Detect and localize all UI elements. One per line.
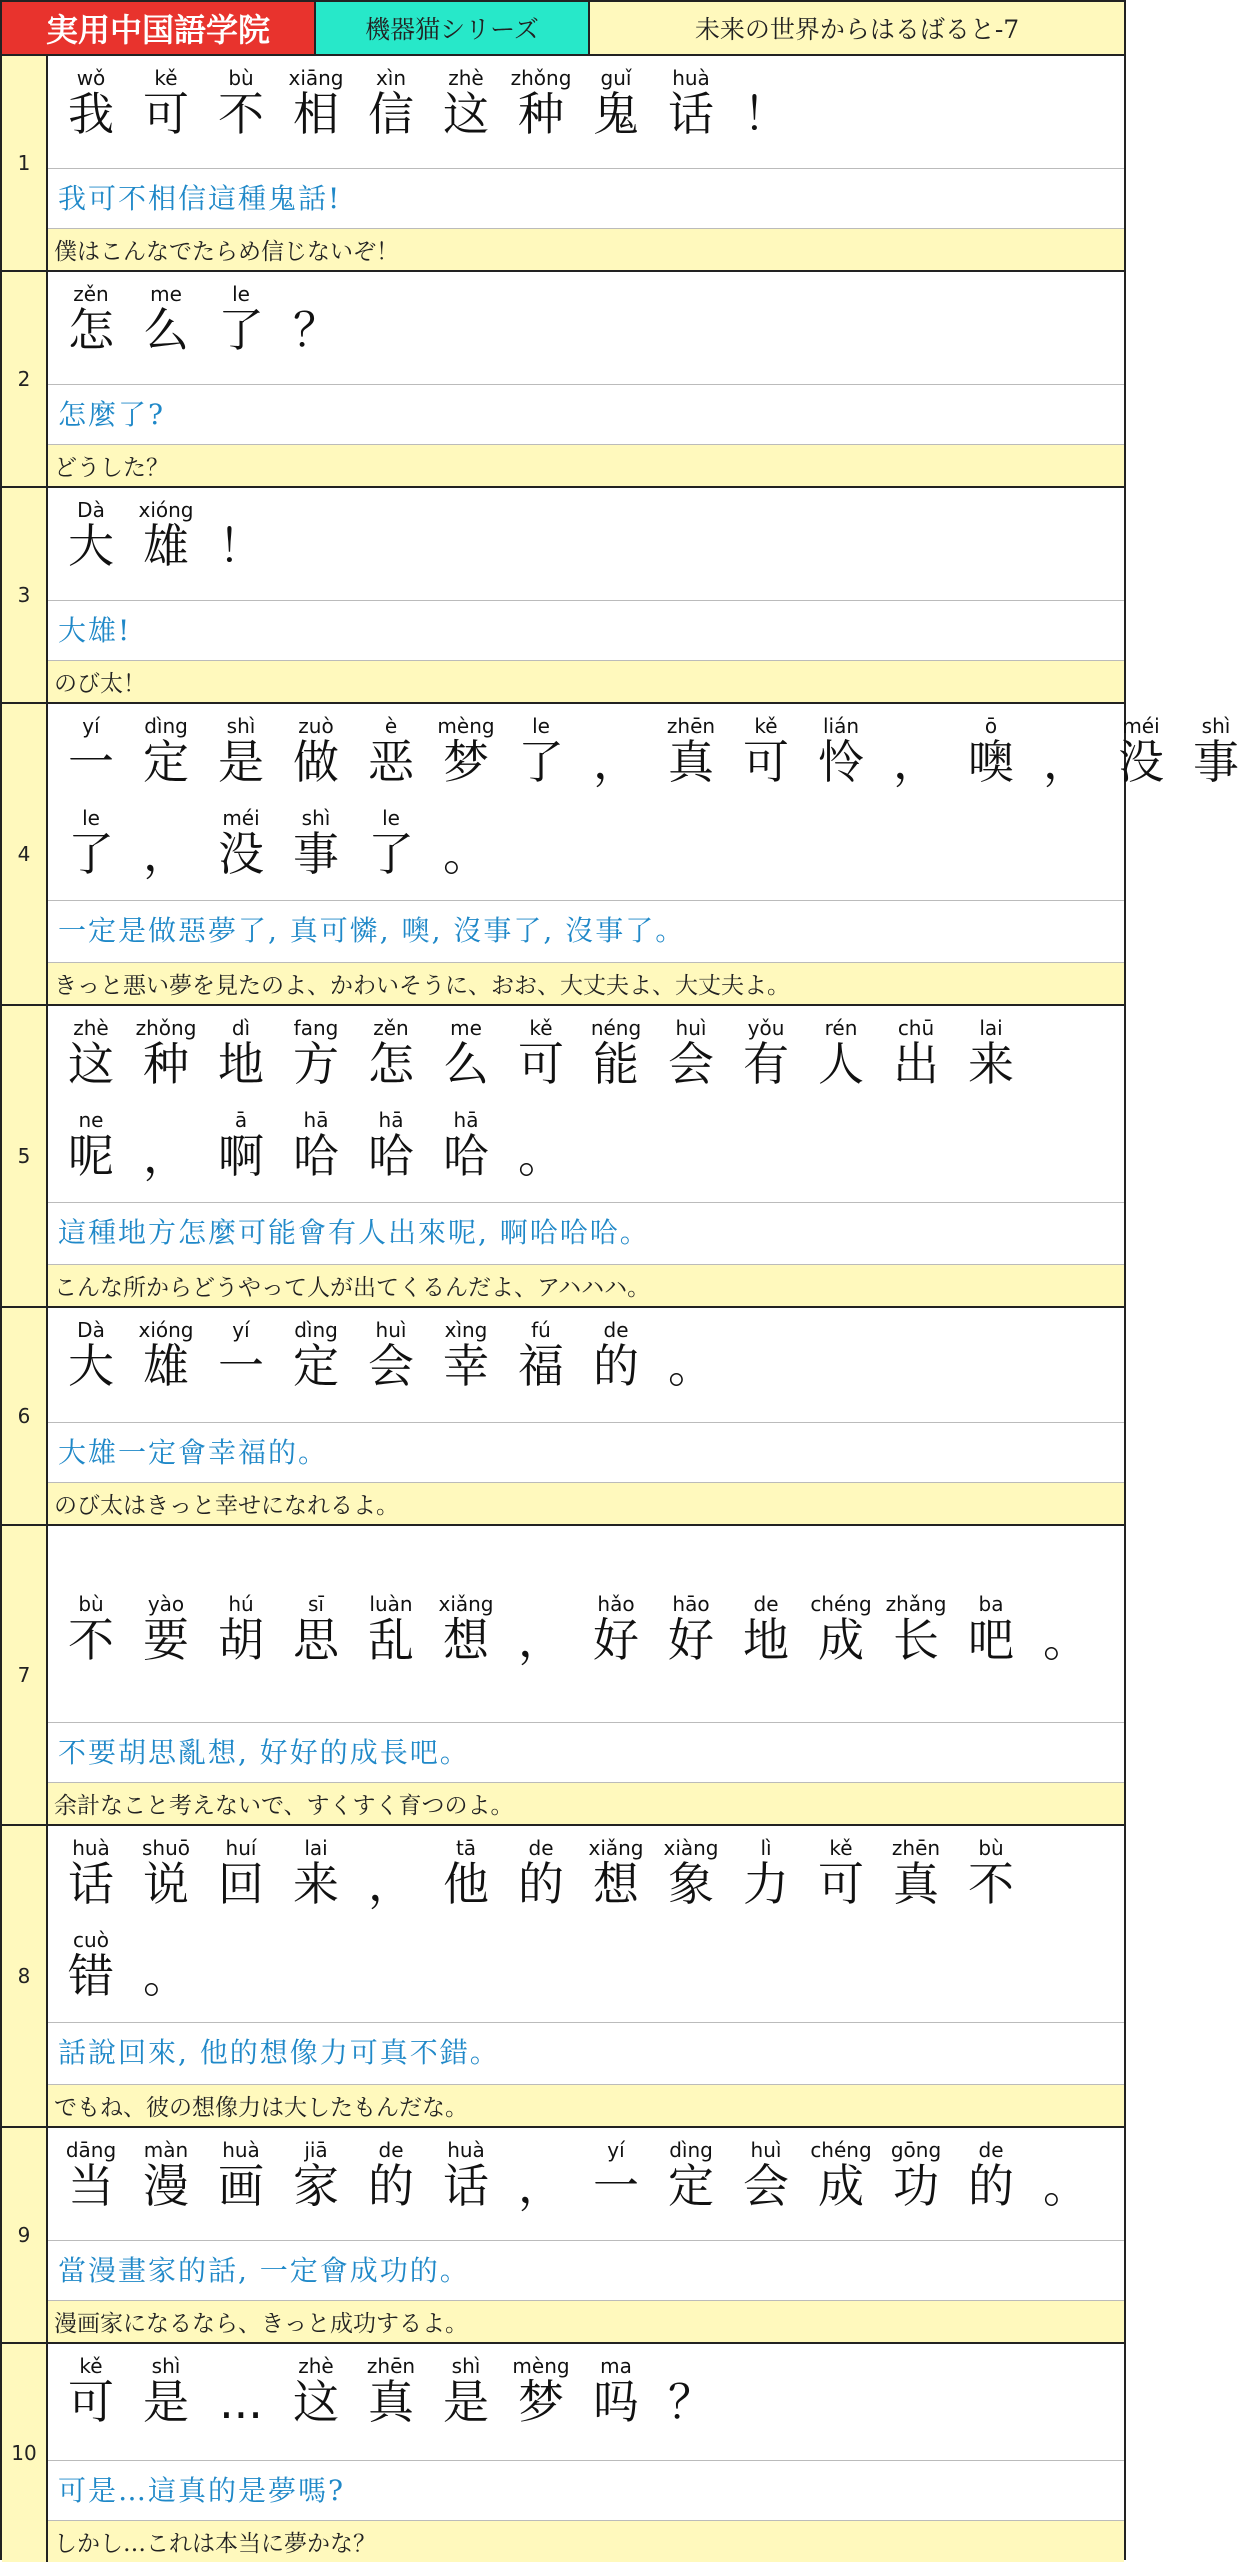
pinyin: huí — [225, 1836, 257, 1860]
hanzi: 会 — [743, 2159, 789, 2213]
hanzi: 来 — [293, 1857, 339, 1911]
pinyin-hanzi-area — [48, 2344, 1124, 2460]
pinyin: de — [978, 2138, 1004, 2162]
pinyin: de — [378, 2138, 404, 2162]
hanzi: 种 — [518, 87, 564, 141]
hanzi: ， — [143, 1129, 189, 1183]
hanzi: 成 — [818, 1613, 864, 1667]
hanzi: 力 — [743, 1857, 789, 1911]
char-row — [48, 1918, 1124, 2018]
hanzi: 的 — [518, 1857, 564, 1911]
pinyin: kě — [529, 1016, 553, 1040]
entry-number: 5 — [2, 1006, 48, 1306]
hanzi: 的 — [968, 2159, 1014, 2213]
hanzi: 雄 — [143, 1339, 189, 1393]
hanzi: 会 — [668, 1037, 714, 1091]
pinyin: yí — [607, 2138, 625, 2162]
pinyin: mèng — [512, 2354, 570, 2378]
hanzi: 胡 — [218, 1613, 264, 1667]
hanzi: 漫 — [143, 2159, 189, 2213]
japanese-text: でもね、彼の想像力は大したもんだな。 — [48, 2084, 1124, 2126]
pinyin: zhēn — [891, 1836, 941, 1860]
hanzi: ， — [518, 1613, 564, 1667]
pinyin: lai — [304, 1836, 328, 1860]
hanzi: 哈 — [443, 1129, 489, 1183]
hanzi: 幸 — [443, 1339, 489, 1393]
pinyin: huà — [672, 66, 710, 90]
pinyin: hāo — [672, 1592, 710, 1616]
hanzi: 是 — [143, 2375, 189, 2429]
pinyin: de — [753, 1592, 779, 1616]
hanzi: 话 — [68, 1857, 114, 1911]
hanzi: 。 — [143, 1949, 189, 2003]
char-row — [48, 1582, 1124, 1682]
pinyin: le — [232, 282, 250, 306]
entry-5 — [2, 1004, 1124, 1306]
pinyin: xióng — [138, 1318, 194, 1342]
pinyin: dāng — [65, 2138, 117, 2162]
char-row — [48, 796, 1124, 896]
pinyin: fú — [531, 1318, 551, 1342]
traditional-text: 這種地方怎麼可能會有人出來呢, 啊哈哈哈。 — [48, 1202, 1124, 1258]
pinyin: zhè — [298, 2354, 334, 2378]
pinyin: zhè — [448, 66, 484, 90]
pinyin: tā — [455, 1836, 477, 1860]
hanzi: 恶 — [368, 735, 414, 789]
pinyin: dìng — [294, 1318, 338, 1342]
pinyin: me — [150, 282, 182, 306]
pinyin: ō — [984, 714, 998, 738]
hanzi: 是 — [218, 735, 264, 789]
pinyin: luàn — [369, 1592, 413, 1616]
entry-8 — [2, 1824, 1124, 2126]
char-row — [48, 1006, 1124, 1106]
char-row — [48, 1826, 1124, 1926]
hanzi: 想 — [593, 1857, 639, 1911]
pinyin: zuò — [298, 714, 334, 738]
header-bar — [2, 2, 1124, 56]
pinyin-hanzi-area — [48, 1526, 1124, 1722]
hanzi: 人 — [818, 1037, 864, 1091]
hanzi: 哈 — [368, 1129, 414, 1183]
pinyin: mèng — [437, 714, 495, 738]
hanzi: 来 — [968, 1037, 1014, 1091]
pinyin: wǒ — [76, 66, 106, 90]
hanzi: 。 — [668, 1339, 714, 1393]
hanzi: ， — [893, 735, 939, 789]
pinyin: guǐ — [600, 66, 632, 90]
pinyin: shì — [151, 2354, 181, 2378]
pinyin: zěn — [373, 1016, 409, 1040]
hanzi: 有 — [743, 1037, 789, 1091]
pinyin: huì — [375, 1318, 407, 1342]
hanzi: ！ — [218, 519, 264, 573]
pinyin: ne — [78, 1108, 104, 1132]
japanese-text: しかし…これは本当に夢かな？ — [48, 2520, 1124, 2562]
pinyin: sī — [308, 1592, 324, 1616]
pinyin: màn — [143, 2138, 189, 2162]
pinyin: kě — [754, 714, 778, 738]
pinyin: huì — [675, 1016, 707, 1040]
hanzi: 了 — [218, 303, 264, 357]
pinyin: cuò — [73, 1928, 109, 1952]
pinyin: méi — [1122, 714, 1160, 738]
hanzi: 要 — [143, 1613, 189, 1667]
entry-3 — [2, 486, 1124, 702]
hanzi: 成 — [818, 2159, 864, 2213]
pinyin: jiā — [304, 2138, 328, 2162]
pinyin: le — [382, 806, 400, 830]
japanese-text: どうした？ — [48, 444, 1124, 486]
pinyin: xiàng — [663, 1836, 719, 1860]
pinyin: shì — [301, 806, 331, 830]
pinyin: xiǎng — [588, 1836, 644, 1860]
entry-10 — [2, 2342, 1124, 2562]
hanzi: 雄 — [143, 519, 189, 573]
episode-title: 未来の世界からはるばると-7 — [590, 2, 1124, 54]
hanzi: 。 — [1043, 2159, 1089, 2213]
pinyin: chū — [897, 1016, 935, 1040]
hanzi: 么 — [443, 1037, 489, 1091]
hanzi: 。 — [518, 1129, 564, 1183]
hanzi: 能 — [593, 1037, 639, 1091]
hanzi: 呢 — [68, 1129, 114, 1183]
entry-number: 4 — [2, 704, 48, 1004]
pinyin: huà — [72, 1836, 110, 1860]
pinyin-hanzi-area — [48, 2128, 1124, 2240]
pinyin: zhǒng — [510, 66, 572, 90]
hanzi: 家 — [293, 2159, 339, 2213]
japanese-text: こんな所からどうやって人が出てくるんだよ、アハハハ。 — [48, 1264, 1124, 1306]
pinyin: hǎo — [597, 1592, 635, 1616]
entry-9 — [2, 2126, 1124, 2342]
hanzi: 错 — [68, 1949, 114, 2003]
hanzi: 好 — [593, 1613, 639, 1667]
hanzi: 画 — [218, 2159, 264, 2213]
pinyin-hanzi-area — [48, 1308, 1124, 1422]
pinyin: xióng — [138, 498, 194, 522]
hanzi: ， — [518, 2159, 564, 2213]
hanzi: 功 — [893, 2159, 939, 2213]
hanzi: 么 — [143, 303, 189, 357]
pinyin-hanzi-area — [48, 56, 1124, 168]
pinyin: shì — [451, 2354, 481, 2378]
hanzi: 了 — [518, 735, 564, 789]
japanese-text: 僕はこんなでたらめ信じないぞ！ — [48, 228, 1124, 270]
pinyin: è — [384, 714, 398, 738]
pinyin-hanzi-area — [48, 1006, 1124, 1202]
pinyin: hā — [378, 1108, 404, 1132]
hanzi: 长 — [893, 1613, 939, 1667]
pinyin: le — [532, 714, 550, 738]
pinyin: kě — [154, 66, 178, 90]
pinyin: zhēn — [366, 2354, 416, 2378]
hanzi: 话 — [668, 87, 714, 141]
hanzi: 想 — [443, 1613, 489, 1667]
hanzi: ， — [1043, 735, 1089, 789]
hanzi: 没 — [218, 827, 264, 881]
japanese-text: 漫画家になるなら、きっと成功するよ。 — [48, 2300, 1124, 2342]
pinyin: me — [450, 1016, 482, 1040]
hanzi: 地 — [743, 1613, 789, 1667]
entry-number: 6 — [2, 1308, 48, 1524]
pinyin: chéng — [810, 1592, 872, 1616]
pinyin: zhǒng — [135, 1016, 197, 1040]
pinyin: hā — [303, 1108, 329, 1132]
hanzi: 噢 — [968, 735, 1014, 789]
pinyin: huà — [222, 2138, 260, 2162]
entry-7 — [2, 1524, 1124, 1824]
pinyin: de — [603, 1318, 629, 1342]
hanzi: 乱 — [368, 1613, 414, 1667]
hanzi: 说 — [143, 1857, 189, 1911]
traditional-text: 我可不相信這種鬼話! — [48, 168, 1124, 224]
hanzi: 这 — [293, 2375, 339, 2429]
pinyin: Dà — [77, 1318, 105, 1342]
hanzi: 梦 — [443, 735, 489, 789]
pinyin: yí — [82, 714, 100, 738]
hanzi: 出 — [893, 1037, 939, 1091]
hanzi: 思 — [293, 1613, 339, 1667]
traditional-text: 當漫畫家的話, 一定會成功的。 — [48, 2240, 1124, 2296]
hanzi: 这 — [68, 1037, 114, 1091]
hanzi: 的 — [593, 1339, 639, 1393]
pinyin: dìng — [669, 2138, 713, 2162]
entry-number: 10 — [2, 2344, 48, 2562]
hanzi: 我 — [68, 87, 114, 141]
pinyin: Dà — [77, 498, 105, 522]
hanzi: 吧 — [968, 1613, 1014, 1667]
pinyin: kě — [829, 1836, 853, 1860]
traditional-text: 大雄! — [48, 600, 1124, 656]
hanzi: 没 — [1118, 735, 1164, 789]
hanzi: ... — [219, 2375, 263, 2429]
pinyin: ma — [600, 2354, 632, 2378]
entry-number: 2 — [2, 272, 48, 486]
pinyin: zhēn — [666, 714, 716, 738]
pinyin: chéng — [810, 2138, 872, 2162]
hanzi: 这 — [443, 87, 489, 141]
hanzi: 定 — [143, 735, 189, 789]
entry-4 — [2, 702, 1239, 1004]
pinyin: néng — [590, 1016, 642, 1040]
hanzi: 一 — [218, 1339, 264, 1393]
char-row — [48, 704, 1239, 804]
pinyin: xiǎng — [438, 1592, 494, 1616]
char-row — [48, 488, 1124, 588]
pinyin-hanzi-area — [48, 272, 1124, 384]
traditional-text: 不要胡思亂想, 好好的成長吧。 — [48, 1722, 1124, 1778]
hanzi: 怎 — [368, 1037, 414, 1091]
japanese-text: のび太はきっと幸せになれるよ。 — [48, 1482, 1124, 1524]
pinyin: zhè — [73, 1016, 109, 1040]
pinyin: fang — [293, 1016, 339, 1040]
entry-2 — [2, 270, 1124, 486]
pinyin: hú — [228, 1592, 254, 1616]
hanzi: 鬼 — [593, 87, 639, 141]
pinyin: méi — [222, 806, 260, 830]
hanzi: 方 — [293, 1037, 339, 1091]
pinyin: zěn — [73, 282, 109, 306]
pinyin: xìn — [375, 66, 407, 90]
pinyin: lián — [822, 714, 860, 738]
pinyin-hanzi-area — [48, 1826, 1124, 2022]
hanzi: 事 — [1193, 735, 1239, 789]
hanzi: 梦 — [518, 2375, 564, 2429]
hanzi: 是 — [443, 2375, 489, 2429]
hanzi: ， — [593, 735, 639, 789]
char-row — [48, 272, 1124, 372]
hanzi: 了 — [68, 827, 114, 881]
pinyin: shì — [226, 714, 256, 738]
entry-number: 1 — [2, 56, 48, 270]
hanzi: 哈 — [293, 1129, 339, 1183]
char-row — [48, 1308, 1124, 1408]
hanzi: 做 — [293, 735, 339, 789]
pinyin: huì — [750, 2138, 782, 2162]
hanzi: ？ — [668, 2375, 714, 2429]
hanzi: 怎 — [68, 303, 114, 357]
hanzi: ！ — [743, 87, 789, 141]
traditional-text: 話說回來, 他的想像力可真不錯。 — [48, 2022, 1124, 2078]
pinyin: ba — [978, 1592, 1004, 1616]
hanzi: 信 — [368, 87, 414, 141]
entry-number: 3 — [2, 488, 48, 702]
hanzi: 不 — [968, 1857, 1014, 1911]
hanzi: 真 — [668, 735, 714, 789]
hanzi: 当 — [68, 2159, 114, 2213]
hanzi: 。 — [1043, 1613, 1089, 1667]
char-row — [48, 56, 1124, 156]
pinyin: rén — [824, 1016, 858, 1040]
japanese-text: きっと悪い夢を見たのよ、かわいそうに、おお、大丈夫よ、大丈夫よ。 — [48, 962, 1124, 1004]
hanzi: 不 — [218, 87, 264, 141]
pinyin: lì — [760, 1836, 772, 1860]
hanzi: 会 — [368, 1339, 414, 1393]
hanzi: 定 — [668, 2159, 714, 2213]
hanzi: 他 — [443, 1857, 489, 1911]
hanzi: 定 — [293, 1339, 339, 1393]
hanzi: 的 — [368, 2159, 414, 2213]
hanzi: ， — [143, 827, 189, 881]
pinyin: yào — [147, 1592, 185, 1616]
hanzi: 真 — [368, 2375, 414, 2429]
japanese-text: 余計なこと考えないで、すくすく育つのよ。 — [48, 1782, 1124, 1824]
pinyin: dìng — [144, 714, 188, 738]
hanzi: 象 — [668, 1857, 714, 1911]
traditional-text: 一定是做惡夢了, 真可憐, 噢, 沒事了, 沒事了。 — [48, 900, 1124, 956]
entry-number: 7 — [2, 1526, 48, 1824]
char-row — [48, 1098, 1124, 1198]
hanzi: ？ — [293, 303, 339, 357]
hanzi: 可 — [68, 2375, 114, 2429]
brand-title: 実用中国語学院 — [2, 2, 316, 54]
char-row — [48, 2344, 1124, 2444]
pinyin: hā — [453, 1108, 479, 1132]
pinyin: bù — [978, 1836, 1004, 1860]
pinyin: bù — [228, 66, 254, 90]
hanzi: 一 — [593, 2159, 639, 2213]
pinyin-hanzi-area — [48, 704, 1239, 900]
pinyin: shuō — [141, 1836, 190, 1860]
hanzi: 可 — [518, 1037, 564, 1091]
char-row — [48, 2128, 1124, 2228]
hanzi: 了 — [368, 827, 414, 881]
hanzi: 可 — [743, 735, 789, 789]
pinyin: kě — [79, 2354, 103, 2378]
hanzi: 大 — [68, 519, 114, 573]
entry-6 — [2, 1306, 1124, 1524]
pinyin: dì — [231, 1016, 251, 1040]
pinyin: shì — [1201, 714, 1231, 738]
pinyin: xìng — [444, 1318, 488, 1342]
traditional-text: 大雄一定會幸福的。 — [48, 1422, 1124, 1478]
pinyin: yǒu — [747, 1016, 785, 1040]
hanzi: 可 — [818, 1857, 864, 1911]
entry-number: 9 — [2, 2128, 48, 2342]
pinyin: de — [528, 1836, 554, 1860]
hanzi: 好 — [668, 1613, 714, 1667]
hanzi: 大 — [68, 1339, 114, 1393]
hanzi: 啊 — [218, 1129, 264, 1183]
pinyin: le — [82, 806, 100, 830]
hanzi: 相 — [293, 87, 339, 141]
pinyin-hanzi-area — [48, 488, 1124, 600]
hanzi: 种 — [143, 1037, 189, 1091]
hanzi: 真 — [893, 1857, 939, 1911]
hanzi: 事 — [293, 827, 339, 881]
traditional-text: 怎麼了? — [48, 384, 1124, 440]
japanese-text: のび太！ — [48, 660, 1124, 702]
hanzi: 地 — [218, 1037, 264, 1091]
entry-number: 8 — [2, 1826, 48, 2126]
pinyin: lai — [979, 1016, 1003, 1040]
pinyin: huà — [447, 2138, 485, 2162]
pinyin: yí — [232, 1318, 250, 1342]
hanzi: 一 — [68, 735, 114, 789]
hanzi: 怜 — [818, 735, 864, 789]
pinyin: xiāng — [288, 66, 344, 90]
hanzi: 不 — [68, 1613, 114, 1667]
hanzi: 。 — [443, 827, 489, 881]
hanzi: 吗 — [593, 2375, 639, 2429]
pinyin: bù — [78, 1592, 104, 1616]
hanzi: 回 — [218, 1857, 264, 1911]
entry-1 — [2, 54, 1124, 270]
pinyin: zhǎng — [885, 1592, 947, 1616]
traditional-text: 可是…這真的是夢嗎? — [48, 2460, 1124, 2516]
series-title: 機器猫シリーズ — [316, 2, 590, 54]
hanzi: 话 — [443, 2159, 489, 2213]
hanzi: ， — [368, 1857, 414, 1911]
hanzi: 福 — [518, 1339, 564, 1393]
pinyin: gōng — [890, 2138, 942, 2162]
hanzi: 可 — [143, 87, 189, 141]
pinyin: ā — [234, 1108, 248, 1132]
